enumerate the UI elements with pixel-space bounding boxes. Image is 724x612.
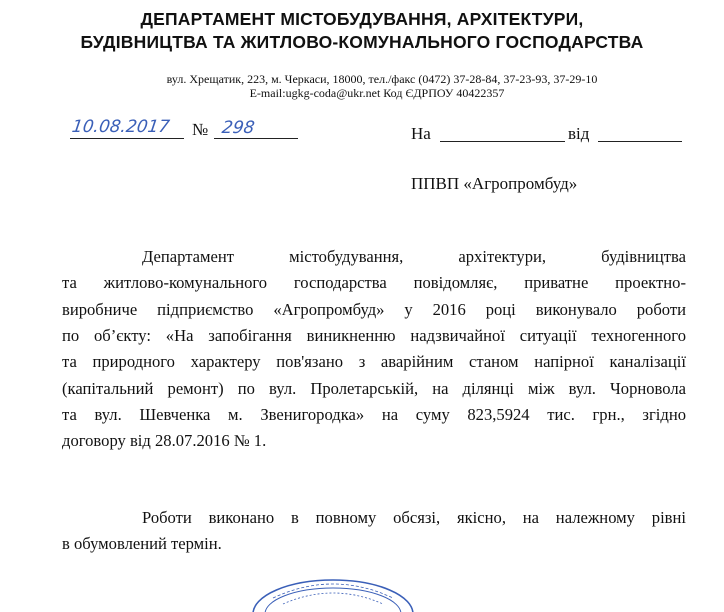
- outgoing-date: 10.08.2017: [70, 117, 171, 137]
- date-underline: [70, 138, 184, 139]
- body-line: Департамент містобудування, архітектури, будівництва: [142, 247, 686, 266]
- body-line: виробниче підприємство «Агропромбуд» у 2016 році виконувало роботи: [62, 299, 686, 319]
- recipient: ППВП «Агропромбуд»: [411, 174, 578, 193]
- number-underline: [214, 138, 298, 139]
- number-sign: №: [192, 120, 209, 139]
- body-line: по об’єкту: «На запобігання виникненню надзвичайної ситуації техногенного: [62, 325, 686, 345]
- official-stamp-icon: [248, 552, 418, 612]
- body-line: в обумовлений термін.: [62, 534, 222, 554]
- reference-from-label: від: [568, 124, 590, 143]
- body-line: та вул. Шевченка м. Звенигородка» на суму 823,5924 тис. грн., згідно: [62, 404, 686, 424]
- body-line: Роботи виконано в повному обсязі, якісно, на належному рівні: [142, 508, 686, 527]
- contact-address: вул. Хрещатик, 223, м. Черкаси, 18000, тел./факс (0472) 37-28-84, 37-23-93, 37-29-10: [166, 72, 598, 86]
- body-line: (капітальний ремонт) по вул. Пролетарській, на ділянці між вул. Чорновола: [62, 378, 686, 398]
- department-title-line1: ДЕПАРТАМЕНТ МІСТОБУДУВАННЯ, АРХІТЕКТУРИ,: [140, 9, 584, 29]
- outgoing-number: 298: [220, 118, 256, 138]
- reference-from-underline: [598, 141, 682, 142]
- body-line: та житлово-комунального господарства повідомляє, приватне проектно-: [62, 273, 686, 293]
- reference-to-label: На: [411, 124, 431, 143]
- contact-email-code: E-mail:ugkg-coda@ukr.net Код ЄДРПОУ 40422357: [249, 86, 505, 100]
- department-title-line2: БУДІВНИЦТВА ТА ЖИТЛОВО-КОМУНАЛЬНОГО ГОСПОДАРСТВА: [80, 32, 644, 52]
- reference-to-underline: [440, 141, 565, 142]
- body-line: договору від 28.07.2016 № 1.: [62, 431, 267, 451]
- body-line: та природного характеру пов'язано з аварійним станом напірної каналізації: [62, 352, 686, 372]
